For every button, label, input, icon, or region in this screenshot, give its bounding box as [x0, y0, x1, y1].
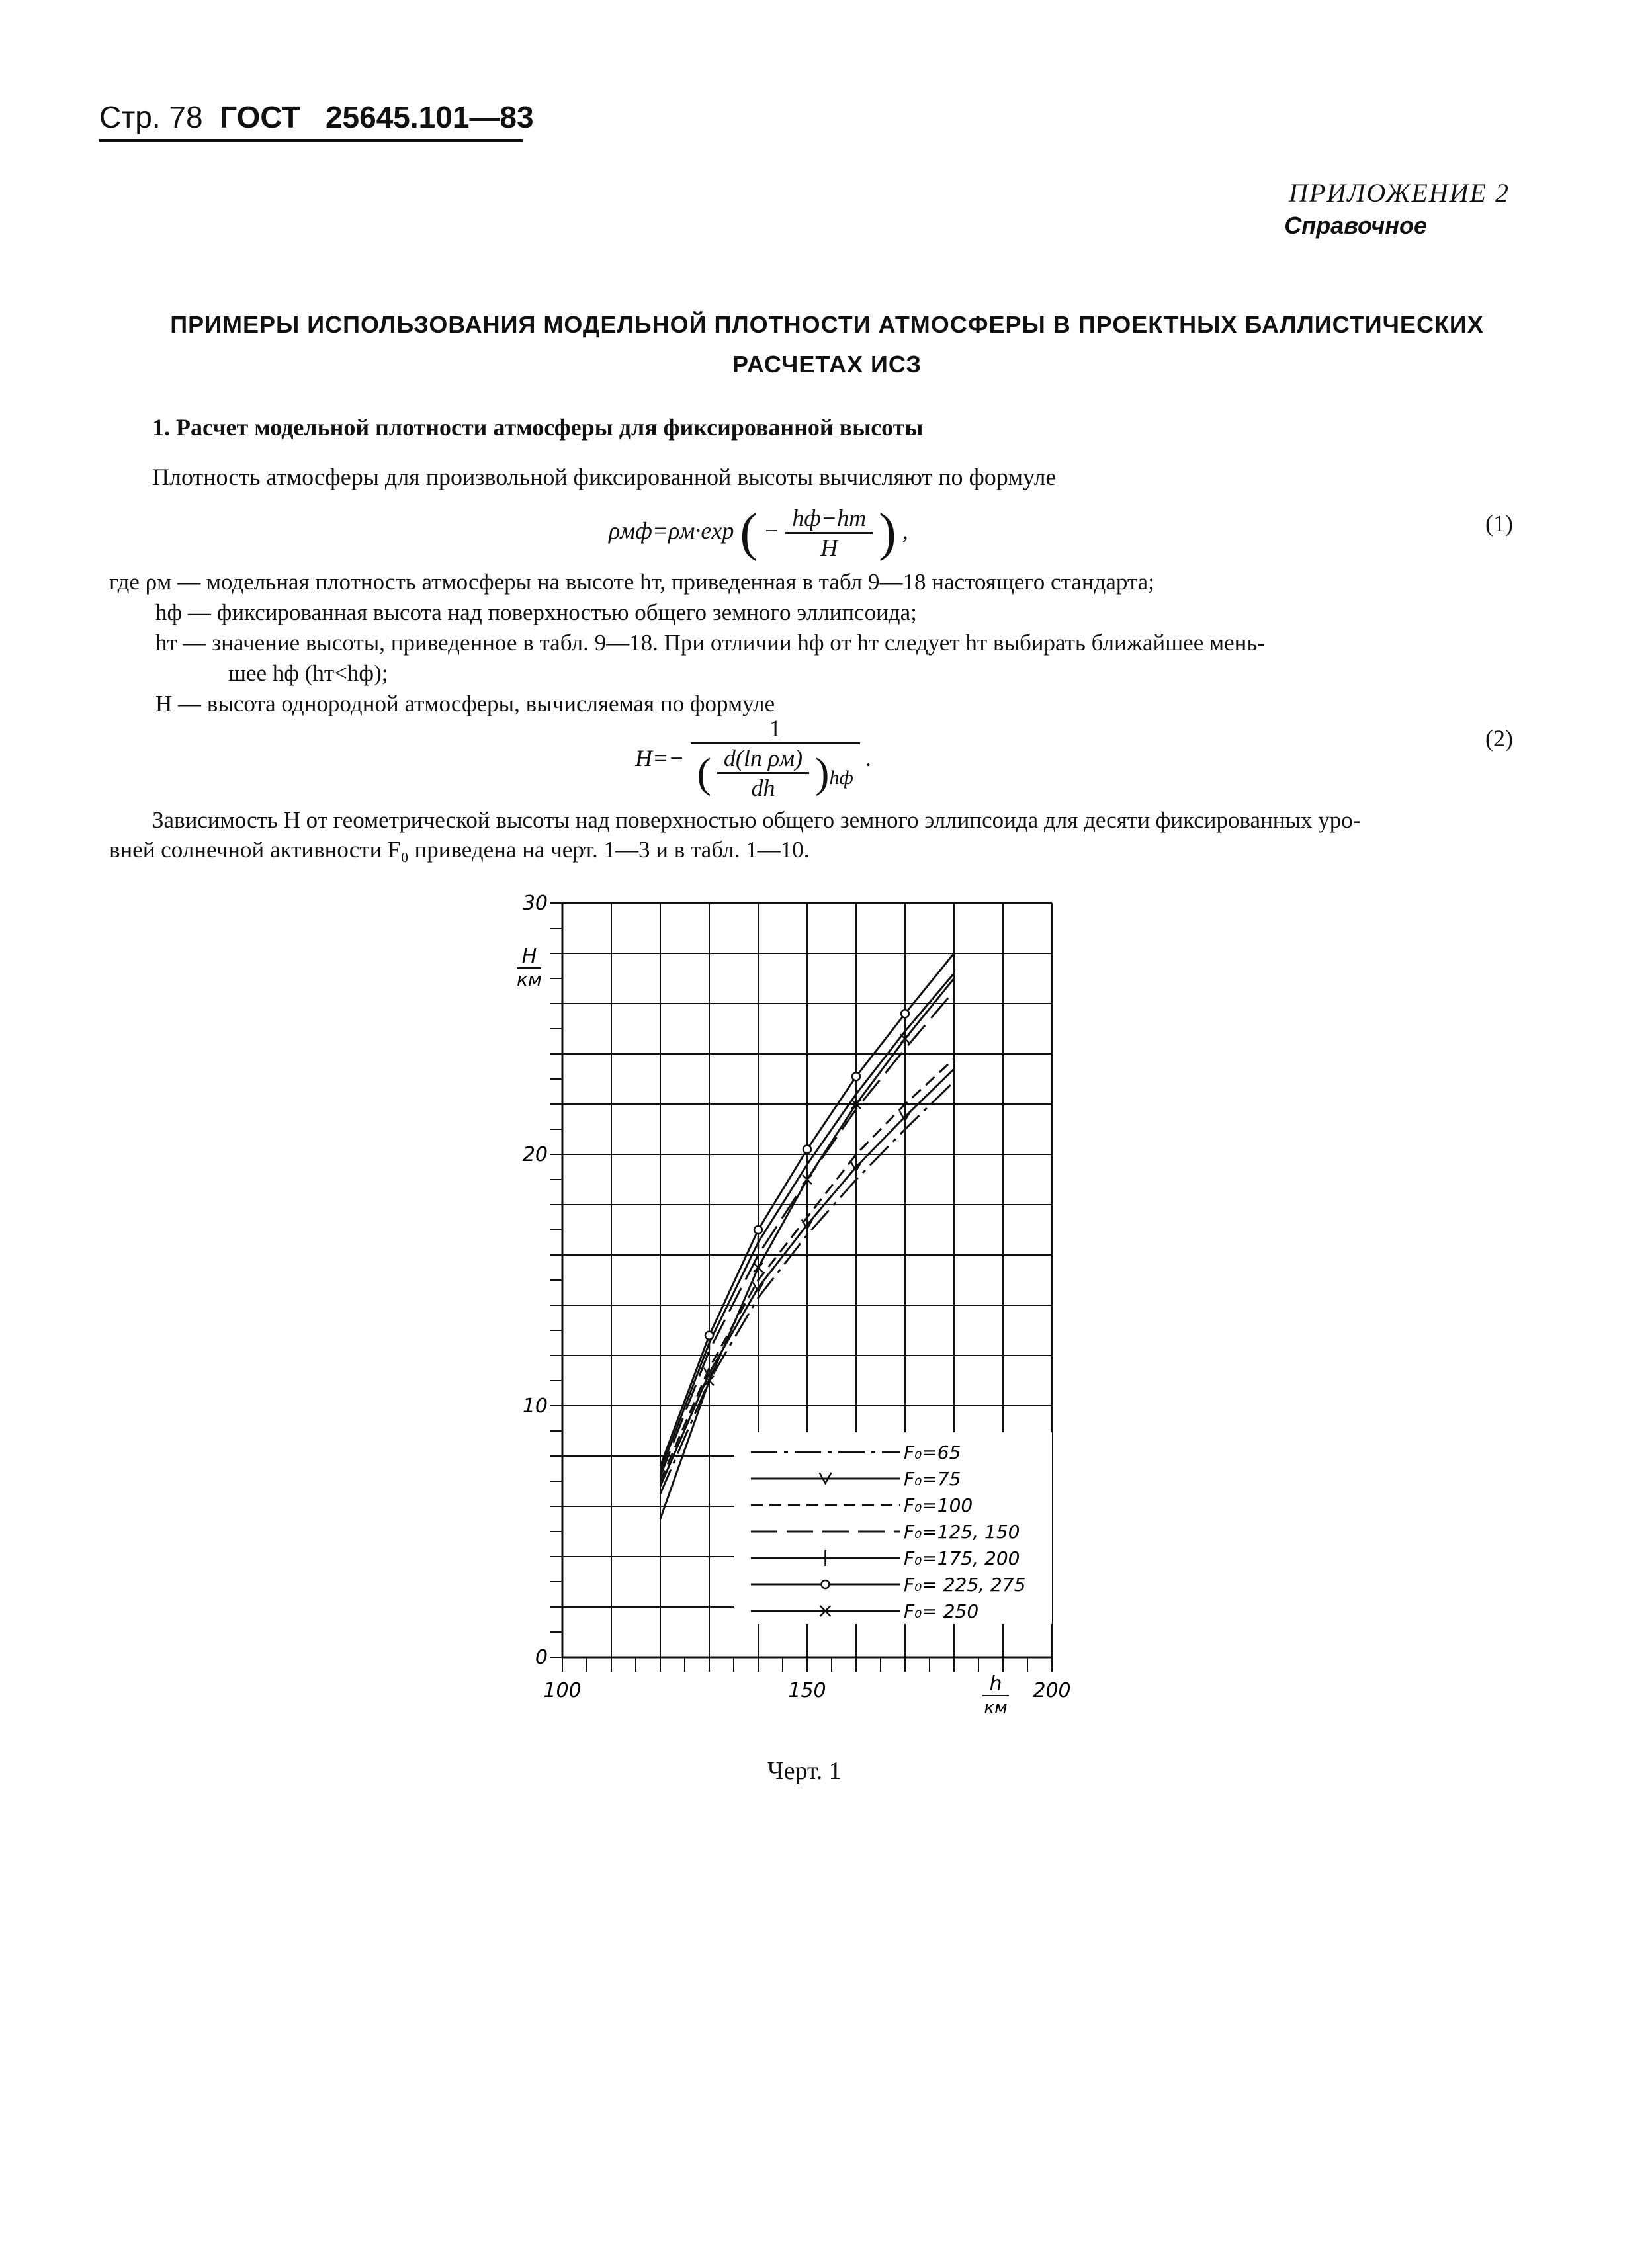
header-rule: [99, 139, 523, 142]
x-axis-label-num: h: [989, 1672, 1002, 1696]
dependence-line2: вней солнечной активности F₀ приведена на черт. 1—3 и в табл. 1—10.: [109, 837, 810, 863]
legend-marker: [822, 1580, 830, 1588]
definitions-list: [109, 569, 1265, 721]
section-heading: 1. Расчет модельной плотности атмосферы для фиксированной высоты: [152, 414, 924, 441]
formula-1: ρмф=ρм·exp ( − $\frac{hф-hт}{H}$ ) ,: [609, 503, 908, 562]
gost-label: ГОСТ: [220, 100, 300, 134]
series-marker: [705, 1332, 713, 1340]
x-axis-label-den: км: [984, 1698, 1008, 1718]
formula-2-fraction: 1 ( $\frac{\text{d(ln ρм)}}{dh}$ )$_{hф}$: [691, 714, 860, 802]
figure-caption: Черт. 1: [767, 1757, 842, 1785]
x-tick-label: 100: [543, 1679, 582, 1702]
series-marker: [852, 1072, 860, 1080]
legend-label: F₀=125, 150: [904, 1521, 1020, 1543]
page-header: [99, 99, 534, 135]
y-tick-label: 30: [522, 893, 548, 915]
series-marker: [901, 1010, 909, 1017]
dependence-line1: Зависимость H от геометрической высоты над поверхностью общего земного эллипсоида для десяти фиксированных уро-: [152, 807, 1361, 833]
appendix-subtitle: Справочное: [1284, 212, 1427, 239]
series-marker: [754, 1226, 762, 1234]
formula-2-inner-num: d(ln ρм): [717, 744, 809, 774]
legend-label: F₀=175, 200: [904, 1547, 1020, 1569]
formula-2-numerator: 1: [691, 714, 860, 744]
formula-1-lhs: ρмф=ρм·exp: [609, 517, 734, 544]
definition-hf: hф — фиксированная высота над поверхностью общего земного эллипсоида;: [155, 599, 917, 625]
gost-number: 25645.101—83: [325, 100, 534, 134]
y-axis-label-den: км: [516, 969, 543, 990]
intro-paragraph: Плотность атмосферы для произвольной фиксированной высоты вычисляют по формуле: [152, 464, 1057, 490]
legend-label: F₀=65: [904, 1442, 961, 1463]
appendix-title: ПРИЛОЖЕНИЕ 2: [1289, 178, 1510, 208]
legend-label: F₀=75: [904, 1468, 961, 1490]
y-tick-label: 10: [522, 1395, 548, 1418]
page-number: Стр. 78: [99, 100, 203, 134]
legend-label: F₀= 225, 275: [904, 1574, 1026, 1596]
formula-2: H=− 1 ( $\frac{\text{d(ln ρм)}}{dh}$ )$_{hф}$ .: [635, 715, 872, 801]
definition-ht-cont: шее hф (hт<hф);: [228, 660, 388, 686]
doc-title-line1: ПРИМЕРЫ ИСПОЛЬЗОВАНИЯ МОДЕЛЬНОЙ ПЛОТНОСТИ АТМОСФЕРЫ В ПРОЕКТНЫХ БАЛЛИСТИЧЕСКИХ: [170, 311, 1484, 338]
definition-ht: hт — значение высоты, приведенное в табл. 9—18. При отличии hф от hт следует hт выбирать ближайшее мень-: [155, 630, 1266, 656]
y-tick-label: 0: [535, 1646, 548, 1669]
x-tick-label: 150: [788, 1679, 826, 1702]
y-axis-label-num: H: [521, 945, 537, 968]
formula-1-fraction: [785, 504, 873, 562]
height-scale-chart: [516, 893, 1098, 1720]
y-tick-label: 20: [522, 1143, 548, 1166]
series-marker: [803, 1145, 811, 1153]
formula-1-numerator: hф−hт: [785, 504, 873, 534]
chart-legend: [734, 1432, 1052, 1624]
formula-1-denominator: H: [820, 535, 838, 561]
x-tick-label: 200: [1033, 1679, 1071, 1702]
legend-label: F₀= 250: [904, 1600, 979, 1622]
doc-title-line2: РАСЧЕТАХ ИСЗ: [732, 351, 922, 378]
formula-2-inner-den: dh: [751, 775, 775, 801]
definition-H: H — высота однородной атмосферы, вычисляемая по формуле: [155, 691, 775, 716]
formula-2-inner-fraction: [717, 744, 809, 802]
equation-number-2: (2): [1485, 725, 1513, 752]
legend-label: F₀=100: [904, 1494, 973, 1516]
formula-2-subscript: hф: [829, 766, 853, 789]
formula-2-lhs: H=−: [635, 745, 685, 771]
equation-number-1: (1): [1485, 510, 1513, 537]
definition-rho: где ρм — модельная плотность атмосферы на высоте hт, приведенная в табл 9—18 настоящего стандарта;: [109, 569, 1154, 595]
